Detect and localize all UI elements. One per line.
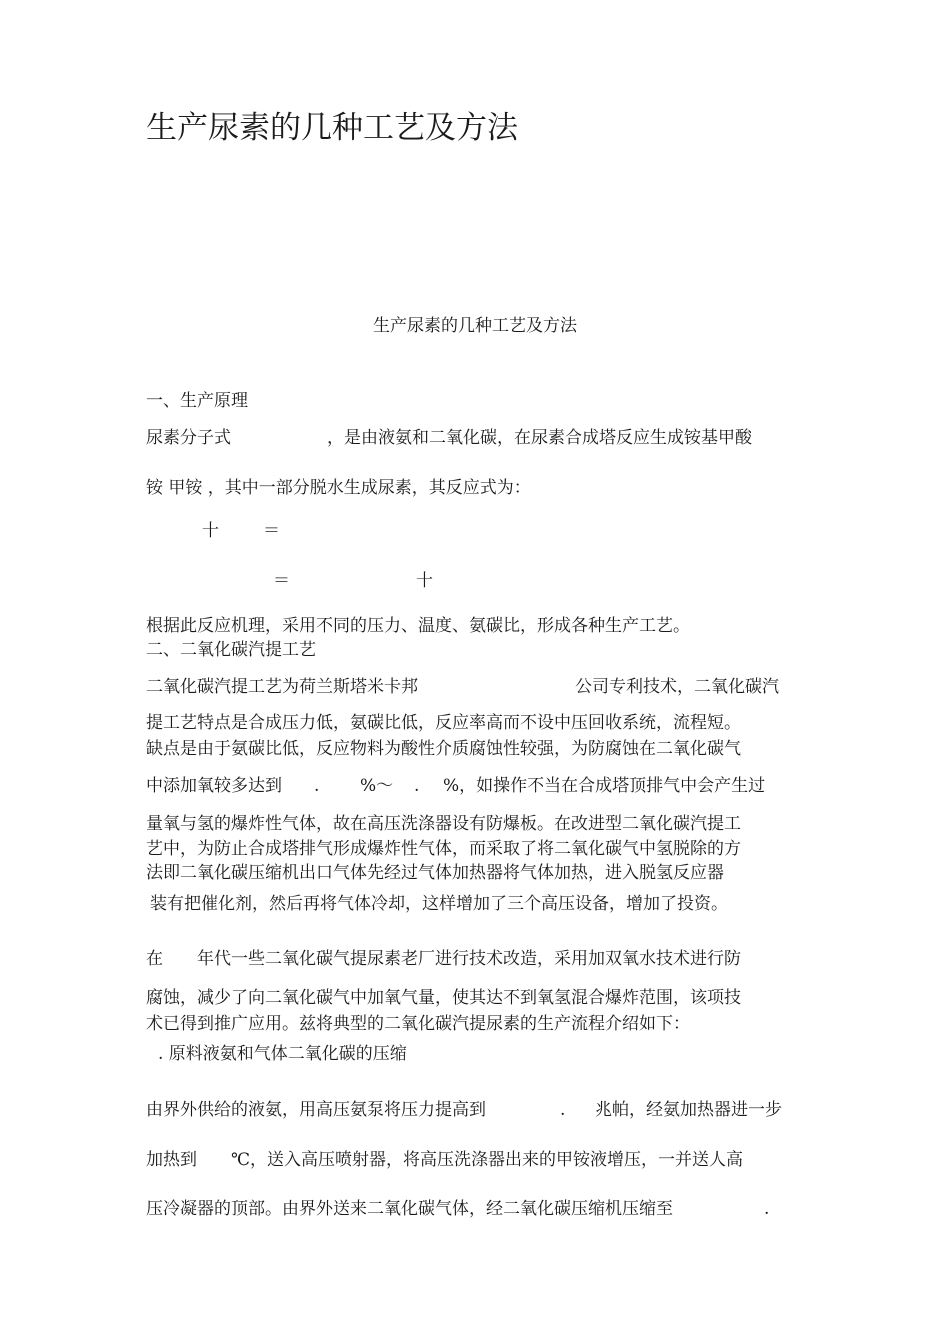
plus-symbol: 十 [202, 521, 219, 541]
text-segment: 压冷凝器的顶部。由界外送来二氧化碳气体，经二氧化碳压缩机压缩至 [146, 1199, 673, 1219]
text-segment: 二氧化碳汽提工艺为荷兰斯塔米卡邦 [146, 677, 418, 697]
paragraph-line: 术已得到推广应用。兹将典型的二氧化碳汽提尿素的生产流程介绍如下： [146, 1014, 690, 1034]
text-segment: 尿素分子式 [146, 428, 231, 448]
text-segment: 年代一些二氧化碳气提尿素老厂进行技术改造，采用加双氧水技术进行防 [197, 949, 741, 969]
equals-symbol: ＝ [273, 571, 290, 591]
paragraph-line: 缺点是由于氨碳比低，反应物料为酸性介质腐蚀性较强，为防腐蚀在二氧化碳气 [146, 739, 741, 759]
text-segment: %，如操作不当在合成塔顶排气中会产生过 [443, 776, 766, 796]
text-segment: . [560, 1100, 566, 1120]
paragraph-line: 腐蚀，减少了向二氧化碳气中加氧气量，使其达不到氧氢混合爆炸范围，该项技 [146, 988, 741, 1008]
text-segment: . [314, 776, 320, 796]
text-segment: 中添加氧较多达到 [146, 776, 282, 796]
document-subtitle: 生产尿素的几种工艺及方法 [373, 316, 577, 336]
paragraph-line: 艺中，为防止合成塔排气形成爆炸性气体，而采取了将二氧化碳气中氢脱除的方 [146, 839, 741, 859]
text-segment: 在 [146, 949, 163, 969]
section-heading-co2-stripping: 二、二氧化碳汽提工艺 [146, 640, 316, 660]
text-segment: ，是由液氨和二氧化碳，在尿素合成塔反应生成铵基甲酸 [327, 428, 752, 448]
text-segment: 加热到 [146, 1150, 197, 1170]
text-segment: . [414, 776, 420, 796]
paragraph-line: 量氧与氢的爆炸性气体，故在高压洗涤器设有防爆板。在改进型二氧化碳汽提工 [146, 814, 741, 834]
text-segment: %～ [360, 776, 394, 796]
text-segment: 由界外供给的液氨，用高压氨泵将压力提高到 [146, 1100, 486, 1120]
paragraph-line: 铵 甲铵 ，其中一部分脱水生成尿素，其反应式为： [146, 478, 531, 498]
subsection-heading: . 原料液氨和气体二氧化碳的压缩 [158, 1044, 407, 1064]
text-segment: 公司专利技术，二氧化碳汽 [575, 677, 779, 697]
plus-symbol: 十 [416, 571, 433, 591]
document-title: 生产尿素的几种工艺及方法 [146, 110, 518, 146]
text-segment: ℃，送入高压喷射器，将高压洗涤器出来的甲铵液增压，一并送人高 [231, 1150, 744, 1170]
section-heading-principle: 一、生产原理 [146, 391, 248, 411]
paragraph-line: 装有把催化剂，然后再将气体冷却，这样增加了三个高压设备，增加了投资。 [150, 894, 728, 914]
paragraph-line: 根据此反应机理，采用不同的压力、温度、氨碳比，形成各种生产工艺。 [146, 616, 690, 636]
paragraph-line: 法即二氧化碳压缩机出口气体先经过气体加热器将气体加热，进入脱氢反应器 [146, 863, 724, 883]
paragraph-line: 提工艺特点是合成压力低，氨碳比低，反应率高而不设中压回收系统，流程短。 [146, 713, 741, 733]
text-segment: . [764, 1199, 770, 1219]
text-segment: 兆帕，经氨加热器进一步 [595, 1100, 782, 1120]
equals-symbol: ＝ [263, 521, 280, 541]
